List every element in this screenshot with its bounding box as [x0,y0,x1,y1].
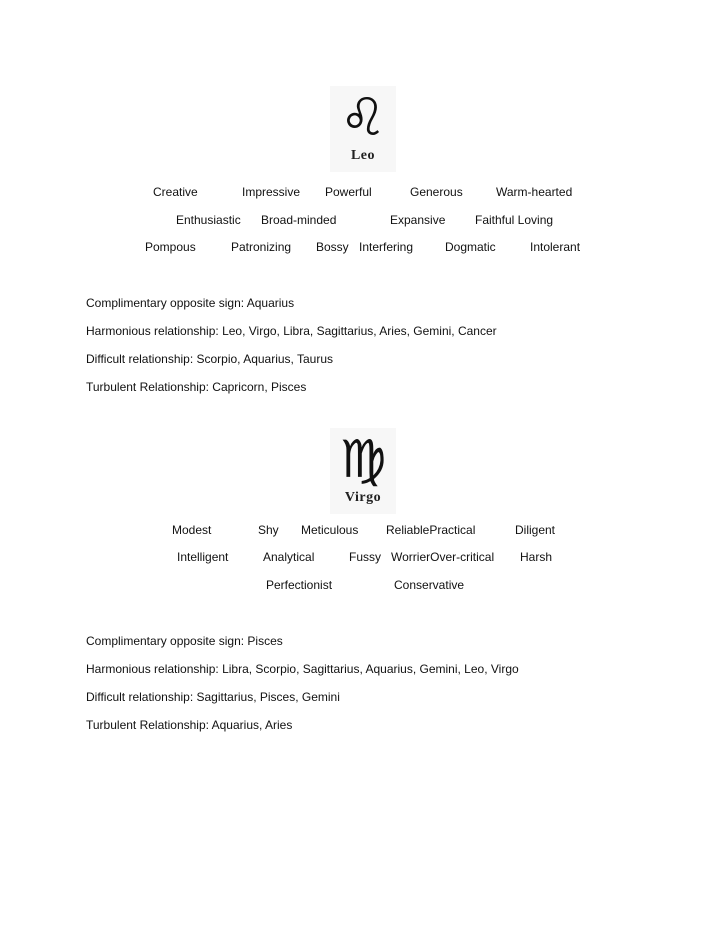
trait: Broad-minded [261,213,337,227]
trait: Conservative [394,578,465,592]
trait: Creative [153,185,198,199]
trait: ReliablePractical [386,523,476,537]
trait: Expansive [390,213,446,227]
virgo-symbol-icon: ♍ [339,430,387,490]
turbulent-relationship: Turbulent Relationship: Capricorn, Pisces [86,380,307,394]
trait: Interfering [359,240,414,254]
trait: Analytical [263,550,315,564]
complimentary-sign: Complimentary opposite sign: Aquarius [86,296,295,310]
trait: Harsh [520,550,553,564]
leo-emblem [330,86,396,172]
trait: Powerful [325,185,372,199]
trait: Intelligent [177,550,229,564]
trait: Modest [172,523,212,537]
trait: Faithful Loving [475,213,554,227]
difficult-relationship: Difficult relationship: Sagittarius, Pisces, Gemini [86,690,340,704]
virgo-emblem-label: Virgo [344,490,382,505]
trait: Shy [258,523,279,537]
trait: Perfectionist [266,578,333,592]
harmonious-relationship: Harmonious relationship: Leo, Virgo, Libra, Sagittarius, Aries, Gemini, Cancer [86,324,497,338]
trait: Diligent [515,523,556,537]
trait: Intolerant [530,240,581,254]
trait: Bossy [316,240,349,254]
harmonious-relationship: Harmonious relationship: Libra, Scorpio, Sagittarius, Aquarius, Gemini, Leo, Virgo [86,662,519,676]
trait: Generous [410,185,463,199]
trait: Dogmatic [445,240,496,254]
trait: Enthusiastic [176,213,241,227]
trait: WorrierOver-critical [391,550,495,564]
trait: Impressive [242,185,301,199]
virgo-emblem [330,428,396,514]
complimentary-sign: Complimentary opposite sign: Pisces [86,634,283,648]
trait: Patronizing [231,240,292,254]
trait: Fussy [349,550,382,564]
turbulent-relationship: Turbulent Relationship: Aquarius, Aries [86,718,293,732]
difficult-relationship: Difficult relationship: Scorpio, Aquarius, Taurus [86,352,334,366]
leo-symbol-icon: ♌ [339,88,387,148]
trait: Pompous [145,240,196,254]
leo-emblem-label: Leo [350,148,376,163]
trait: Warm-hearted [496,185,573,199]
trait: Meticulous [301,523,359,537]
